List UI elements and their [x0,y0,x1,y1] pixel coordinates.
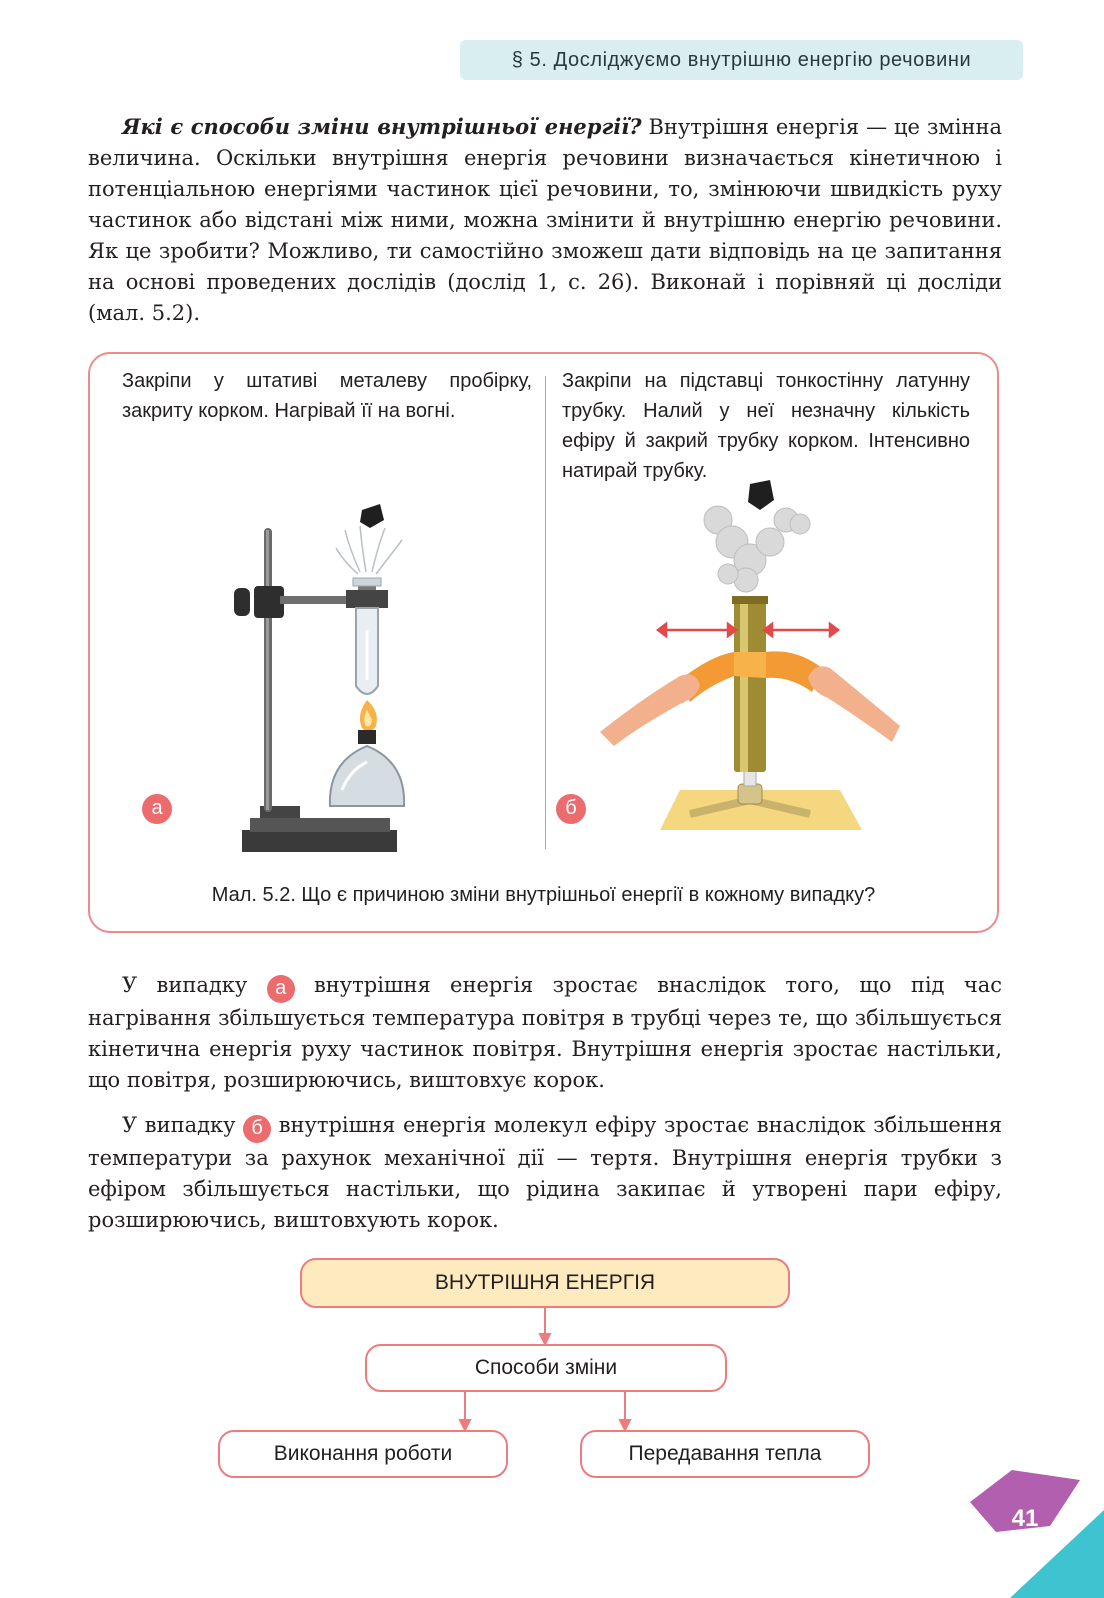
diagram-ways-of-change: Способи зміни [365,1344,727,1392]
diagram-heat-transfer: Передавання тепла [580,1430,870,1478]
case-b-text: внутрішня енергія молекул ефіру зростає внаслідок збільшення температури за рахунок механічної дії — тертя. Внутрішня енергія трубки з ефіром збільшується настільки, що рідина закипає й утворені пари ефіру, розширюючись, виштовхують корок. [88,1113,1002,1232]
section-header: § 5. Досліджуємо внутрішню енергію речовини [460,40,1023,80]
diagram-doing-work: Виконання роботи [218,1430,508,1478]
case-b-lead: У випадку [122,1113,244,1137]
label-b-badge: б [556,794,586,824]
experiment-b-instructions: Закріпи на підставці тонкостінну латунну трубку. Налий у неї незначну кількість ефіру й закрий трубку корком. Інтенсивно натирай трубку. [562,370,970,482]
experiment-a-instructions: Закріпи у штативі металеву пробірку, закриту корком. Нагрівай її на вогні. [122,370,532,422]
case-a-badge: а [267,975,295,1003]
page-number: 41 [1011,1505,1039,1532]
figure-caption: Мал. 5.2. Що є причиною зміни внутрішньої енергії в кожному випадку? [211,884,876,906]
case-a-lead: У випадку [122,973,267,997]
intro-text: Внутрішня енергія — це змінна величина. Оскільки внутрішня енергія речовини визначається кінетичною і потенціальною енергіями частинок цієї речовини, то, змінюючи швидкість руху частинок або відстані між ними, можна змінити й внутрішню енергію речовини. Як це зробити? Можливо, ти самостійно зможеш дати відповідь на це запитання на основі проведених дослідів (дослід 1, с. 26). Виконай і порівняй ці досліди (мал. 5.2). [88,115,1002,325]
page-corner-decoration [970,1470,1104,1598]
diagram-root-internal-energy: ВНУТРІШНЯ ЕНЕРГІЯ [300,1258,790,1308]
label-a-badge: а [142,794,172,824]
intro-question: Які є способи зміни внутрішньої енергії? [122,114,642,139]
case-a-text: внутрішня енергія зростає внаслідок того, що під час нагрівання збільшується температура повітря в трубці через те, що збільшується кінетична енергія руху частинок повітря. Внутрішня енергія зростає настільки, що повітря, розширюючись, виштовхує корок. [88,973,1002,1092]
case-b-badge: б [243,1115,271,1143]
